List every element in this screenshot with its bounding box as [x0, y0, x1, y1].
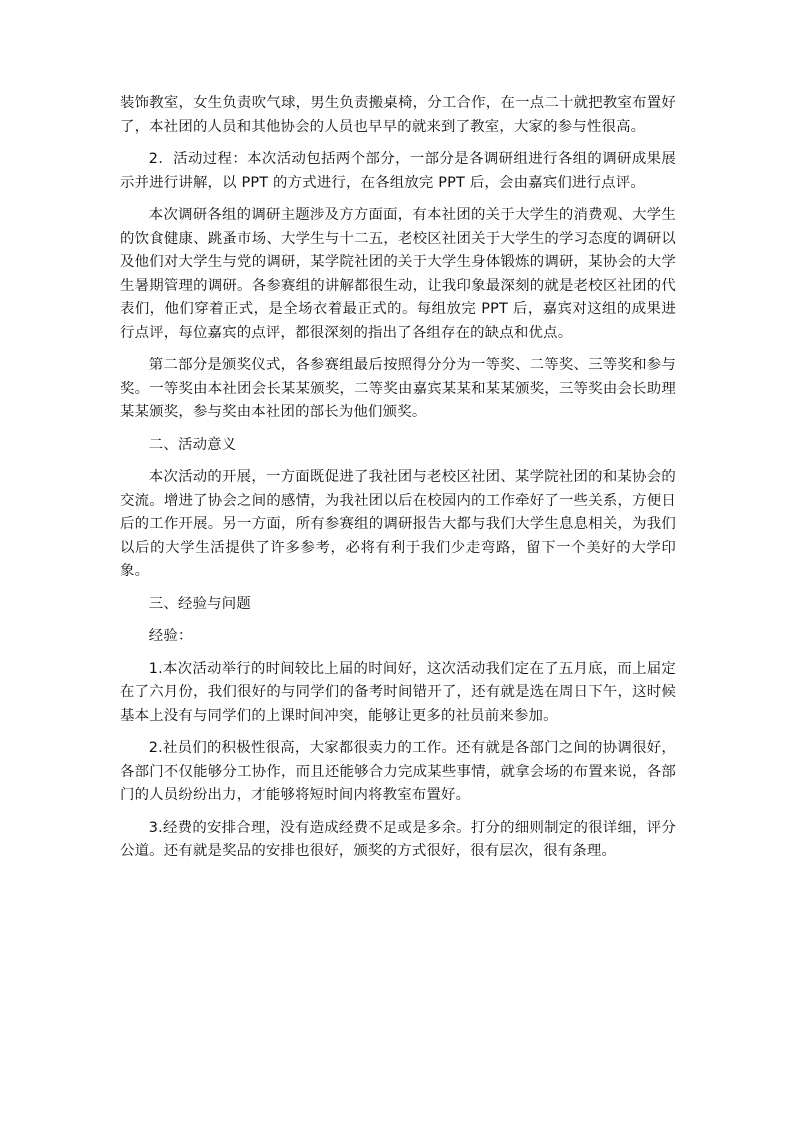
body-paragraph: 装饰教室，女生负责吹气球，男生负责搬桌椅，分工合作，在一点二十就把教室布置好了，本社团的人员和其他协会的人员也早早的就来到了教室，大家的参与性很高。	[120, 95, 676, 135]
activity-process-paragraph: 2．活动过程：本次活动包括两个部分，一部分是各调研组进行各组的调研成果展示并进行讲解，以 PPT 的方式进行，在各组放完 PPT 后，会由嘉宾们进行点评。	[120, 151, 676, 191]
section-heading-experience: 三、经验与问题	[148, 595, 251, 612]
experience-item-2: 2.社员们的积极性很高，大家都很卖力的工作。还有就是各部门之间的协调很好，各部门不仅能够分工协作，而且还能够合力完成某些事情，就拿会场的布置来说，各部门的人员纷纷出力，才能够将短时间内将教室布置好。	[120, 740, 676, 803]
research-topics-paragraph: 本次调研各组的调研主题涉及方方面面，有本社团的关于大学生的消费观、大学生的饮食健康、跳蚤市场、大学生与十二五，老校区社团关于大学生的学习态度的调研以及他们对大学生与党的调研，某学院社团的关于大学生身体锻炼的调研，某协会的大学生暑期管理的调研。各参赛组的讲解都很生动，让我印象最深刻的就是老校区社团的代表们，他们穿着正式，是全场衣着最正式的。每组放完 PPT 后，嘉宾对这组的成果进行点评，每位嘉宾的点评，都很深刻的指出了各组存在的缺点和优点。	[120, 207, 676, 341]
experience-item-1: 1.本次活动举行的时间较比上届的时间好，这次活动我们定在了五月底，而上届定在了六月份，我们很好的与同学们的备考时间错开了，还有就是选在周日下午，这时候基本上没有与同学们的上课时间冲突，能够让更多的社员前来参加。	[120, 660, 676, 724]
significance-paragraph: 本次活动的开展，一方面既促进了我社团与老校区社团、某学院社团的和某协会的交流。增进了协会之间的感情，为我社团以后在校园内的工作牵好了一些关系，方便日后的工作开展。另一方面，所有参赛组的调研报告大都与我们大学生息息相关，为我们以后的大学生活提供了许多参考，必将有利于我们少走弯路，留下一个美好的大学印象。	[120, 469, 676, 579]
award-ceremony-paragraph: 第二部分是颁奖仪式，各参赛组最后按照得分分为一等奖、二等奖、三等奖和参与奖。一等奖由本社团会长某某颁奖，二等奖由嘉宾某某和某某颁奖，三等奖由会长助理某某颁奖，参与奖由本社团的部长为他们颁奖。	[120, 357, 676, 420]
document-page	[120, 92, 676, 873]
experience-item-3: 3.经费的安排合理，没有造成经费不足或是多余。打分的细则制定的很详细，评分公道。还有就是奖品的安排也很好，颁奖的方式很好，很有层次，很有条理。	[120, 819, 676, 859]
experience-label: 经验：	[148, 628, 193, 644]
section-heading-significance: 二、活动意义	[148, 436, 237, 453]
